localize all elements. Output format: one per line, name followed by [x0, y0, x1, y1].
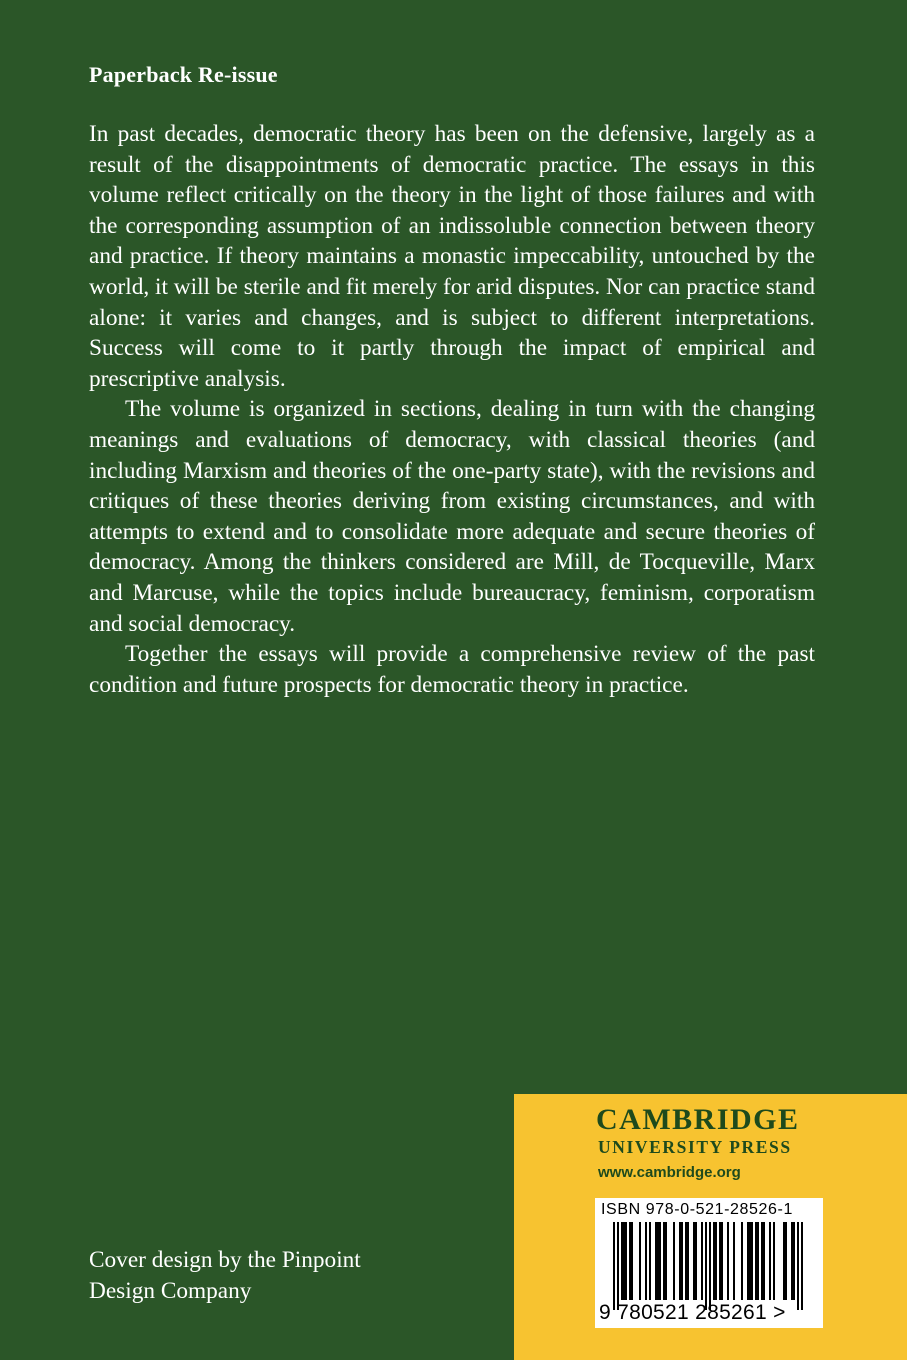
publisher-subtitle: UNIVERSITY PRESS — [598, 1137, 792, 1157]
barcode-bar — [709, 1222, 711, 1310]
barcode-bar — [761, 1222, 763, 1300]
barcode-bar — [639, 1222, 641, 1300]
barcode-bar — [629, 1222, 631, 1300]
barcode-bar — [721, 1222, 723, 1300]
barcode-bar — [793, 1222, 795, 1300]
barcode-bar — [617, 1222, 619, 1310]
barcode-bar — [785, 1222, 787, 1300]
barcode-bar — [749, 1222, 751, 1300]
barcode-bar — [755, 1222, 757, 1300]
cover-heading: Paperback Re-issue — [89, 62, 278, 87]
barcode-bar — [719, 1222, 721, 1300]
publisher-url: www.cambridge.org — [598, 1164, 741, 1181]
barcode-bar — [655, 1222, 657, 1300]
barcode-bar — [687, 1222, 689, 1300]
barcode-bar — [659, 1222, 661, 1300]
isbn-barcode — [595, 1198, 823, 1328]
barcode-bar — [673, 1222, 675, 1300]
blurb-paragraph-2: The volume is organized in sections, dealing in turn with the changing meanings and evaluations of democracy, with classical theories (and including Marxism and theories of the one-party state), with the revisions and critiques of these theories deriving from existing circumstances, and with attempts to extend and to consolidate more adequate and secure theories of democracy. Among the thinkers considered are Mill, de Tocqueville, Marx and Marcuse, while the topics include bureaucracy, feminism, corporatism and social democracy. — [89, 396, 815, 637]
barcode-bar — [695, 1222, 697, 1300]
barcode-bar — [733, 1222, 735, 1300]
barcode-bar — [713, 1222, 715, 1300]
barcode-bar — [631, 1222, 633, 1300]
barcode-bar — [705, 1222, 707, 1310]
barcode-bar — [679, 1222, 681, 1300]
barcode-bar — [727, 1222, 729, 1300]
barcode-bar — [715, 1222, 717, 1300]
barcode-bar — [665, 1222, 667, 1300]
barcode-bar — [649, 1222, 651, 1300]
publisher-name: CAMBRIDGE — [596, 1103, 800, 1136]
barcode-bar — [645, 1222, 647, 1300]
barcode-bar — [757, 1222, 759, 1300]
barcode-digits: 9 780521 285261 > — [599, 1301, 786, 1324]
barcode-bar — [801, 1222, 803, 1310]
barcode-bar — [797, 1222, 799, 1310]
barcode-bar — [741, 1222, 743, 1300]
barcode-bar — [701, 1222, 703, 1300]
barcode-bar — [657, 1222, 659, 1300]
barcode-bar — [681, 1222, 683, 1300]
barcode-bar — [621, 1222, 623, 1300]
publisher-panel — [514, 1094, 907, 1360]
blurb-text — [89, 119, 815, 700]
barcode-bar — [769, 1222, 771, 1300]
credit-line-1: Cover design by the Pinpoint — [89, 1247, 361, 1273]
barcode-bar — [751, 1222, 753, 1300]
barcode-bar — [773, 1222, 775, 1300]
barcode-bar — [791, 1222, 793, 1300]
blurb-paragraph-1: In past decades, democratic theory has been on the defensive, largely as a result of the disappointments of democratic practice. The essays in this volume reflect critically on the theory in the light of those failures and with the corresponding assumption of an indissoluble connection between theory and practice. If theory maintains a monastic impeccability, untouched by the world, it will be sterile and fit merely for arid disputes. Nor can practice stand alone: it varies and changes, and is subject to different interpretations. Success will come to it partly through the impact of empirical and prescriptive analysis. — [89, 121, 815, 392]
credit-line-2: Design Company — [89, 1277, 252, 1304]
cover-design-credit — [89, 1245, 489, 1306]
barcode-bar — [663, 1222, 665, 1300]
isbn-label: ISBN 978-0-521-28526-1 — [601, 1201, 793, 1218]
barcode-bar — [763, 1222, 765, 1300]
barcode-bar — [625, 1222, 627, 1300]
barcode-bar — [783, 1222, 785, 1300]
barcode-bar — [685, 1222, 687, 1300]
blurb-paragraph-3: Together the essays will provide a comprehensive review of the past condition and future prospects for democratic theory in practice. — [89, 641, 815, 698]
barcode-bar — [747, 1222, 749, 1300]
barcode-bar — [623, 1222, 625, 1300]
barcode-bar — [693, 1222, 695, 1300]
barcode-bar — [613, 1222, 615, 1310]
